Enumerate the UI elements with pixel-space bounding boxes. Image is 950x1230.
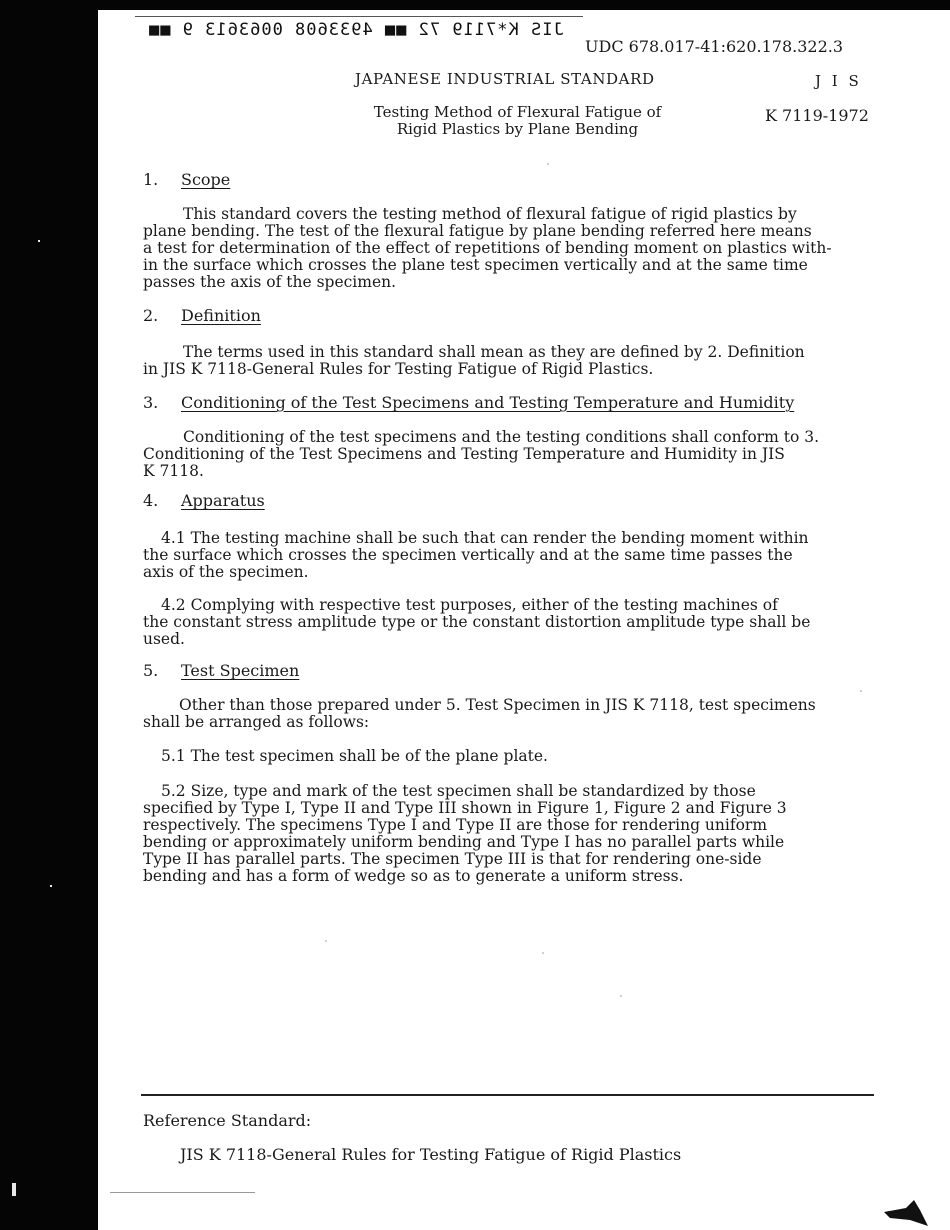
- section-heading-scope: [143, 170, 230, 189]
- text-line: Type II has parallel parts. The specimen Type III is that for rendering one-side: [143, 850, 762, 868]
- text-line: bending or approximately uniform bending and Type I has no parallel parts while: [143, 833, 785, 851]
- jis-label: J I S: [815, 72, 862, 90]
- text-line: Other than those prepared under 5. Test Specimen in JIS K 7118, test specimens: [179, 696, 816, 714]
- paragraph-4-1: [143, 530, 809, 581]
- text-line: the surface which crosses the specimen vertically and at the same time passes the: [143, 546, 793, 564]
- section-body-scope: [143, 206, 832, 291]
- scan-speck: [542, 952, 544, 954]
- reference-divider: [141, 1094, 874, 1096]
- text-line: a test for determination of the effect of repetitions of bending moment on plastics with-: [143, 239, 832, 257]
- text-line: respectively. The specimens Type I and Type II are those for rendering uniform: [143, 816, 768, 834]
- section-heading-conditioning: [143, 393, 794, 412]
- document-title: [340, 104, 695, 138]
- scan-top-border: [98, 0, 950, 10]
- section-title: Scope: [181, 170, 231, 189]
- section-title: Conditioning of the Test Specimens and Testing Temperature and Humidity: [181, 393, 795, 412]
- paragraph-5-1: [143, 748, 548, 765]
- text-line: K 7118.: [143, 462, 204, 480]
- text-line: The terms used in this standard shall mean as they are defined by 2. Definition: [183, 343, 805, 361]
- scan-speck: [860, 690, 862, 692]
- scan-corner-mark: [880, 1196, 930, 1230]
- text-line: Conditioning of the Test Specimens and Testing Temperature and Humidity in JIS: [143, 445, 785, 463]
- section-title: Test Specimen: [181, 661, 300, 680]
- scan-mark: [38, 240, 40, 242]
- text-line: in JIS K 7118-General Rules for Testing Fatigue of Rigid Plastics.: [143, 360, 654, 378]
- text-line: 5.2 Size, type and mark of the test specimen shall be standardized by those: [161, 782, 756, 800]
- title-line: Rigid Plastics by Plane Bending: [396, 120, 639, 138]
- text-line: plane bending. The test of the flexural fatigue by plane bending referred here means: [143, 222, 812, 240]
- text-line: This standard covers the testing method of flexural fatigue of rigid plastics by: [183, 205, 797, 223]
- paragraph-4-2: [143, 597, 810, 648]
- text-line: the constant stress amplitude type or the constant distortion amplitude type shall be: [143, 613, 811, 631]
- section-heading-apparatus: [143, 491, 265, 510]
- section-body-conditioning: [143, 429, 819, 480]
- section-title: Apparatus: [181, 491, 265, 510]
- scan-speck: [620, 995, 622, 997]
- text-line: axis of the specimen.: [143, 563, 309, 581]
- text-line: 4.2 Complying with respective test purposes, either of the testing machines of: [161, 596, 778, 614]
- section-body-test-specimen: [143, 697, 816, 731]
- standard-name: JAPANESE INDUSTRIAL STANDARD: [355, 70, 655, 88]
- section-heading-definition: [143, 306, 261, 325]
- udc-code: UDC 678.017-41:620.178.322.3: [585, 37, 844, 56]
- section-heading-test-specimen: [143, 661, 299, 680]
- section-number: 2.: [143, 306, 159, 325]
- text-line: 5.1 The test specimen shall be of the plane plate.: [161, 747, 548, 765]
- section-body-definition: [143, 344, 805, 378]
- title-line: Testing Method of Flexural Fatigue of: [373, 103, 662, 121]
- text-line: passes the axis of the specimen.: [143, 273, 397, 291]
- section-title: Definition: [181, 306, 261, 325]
- section-number: 5.: [143, 661, 159, 680]
- standard-number: K 7119-1972: [765, 106, 869, 125]
- reference-item: JIS K 7118-General Rules for Testing Fatigue of Rigid Plastics: [180, 1145, 682, 1164]
- section-number: 4.: [143, 491, 159, 510]
- reference-title: Reference Standard:: [143, 1111, 312, 1130]
- section-number: 3.: [143, 393, 159, 412]
- scan-mark: [50, 885, 52, 887]
- section-number: 1.: [143, 170, 159, 189]
- text-line: bending and has a form of wedge so as to generate a uniform stress.: [143, 867, 684, 885]
- text-line: 4.1 The testing machine shall be such that can render the bending moment within: [161, 529, 809, 547]
- text-line: Conditioning of the test specimens and the testing conditions shall conform to 3.: [183, 428, 819, 446]
- scan-header-code: JIS K*7119 72 ■■ 4933608 0063613 9 ■■: [148, 20, 564, 40]
- text-line: specified by Type I, Type II and Type III shown in Figure 1, Figure 2 and Figure 3: [143, 799, 787, 817]
- scan-speck: [547, 163, 549, 165]
- scan-speck: [325, 940, 327, 942]
- scan-header-rule: [135, 16, 583, 17]
- text-line: used.: [143, 630, 185, 648]
- text-line: shall be arranged as follows:: [143, 713, 370, 731]
- paragraph-5-2: [143, 783, 787, 885]
- scan-left-border: [0, 0, 98, 1230]
- scan-footer-line: [110, 1192, 255, 1193]
- scan-mark: [12, 1183, 16, 1196]
- text-line: in the surface which crosses the plane test specimen vertically and at the same time: [143, 256, 808, 274]
